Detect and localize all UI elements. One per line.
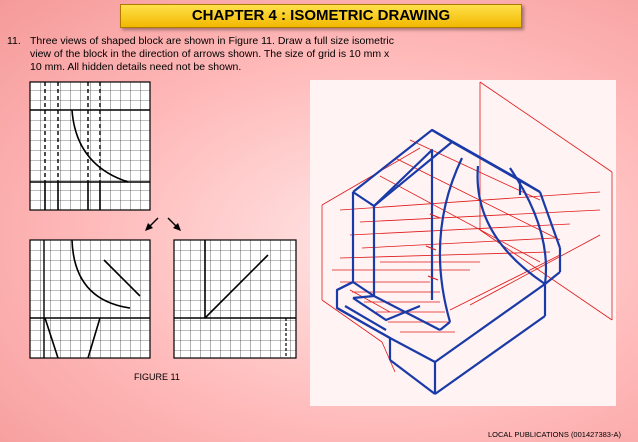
question-text: Three views of shaped block are shown in Figure 11. Draw a full size isometric view of the block in the direction of arrows shown. The size of grid is 10 mm x 10 mm. All hidden details need not be shown. xyxy=(30,35,394,73)
view-direction-arrow-left xyxy=(145,218,158,231)
front-view-grid xyxy=(30,240,150,358)
side-view-grid xyxy=(174,240,296,358)
question-number: 11. xyxy=(7,35,21,47)
isometric-construction-lines xyxy=(322,82,612,372)
view-direction-arrow-right xyxy=(168,218,181,231)
top-view-grid xyxy=(30,82,150,210)
publisher-footer: LOCAL PUBLICATIONS (001427383-A) xyxy=(488,430,621,439)
figure-label: FIGURE 11 xyxy=(134,372,180,382)
chapter-title: CHAPTER 4 : ISOMETRIC DRAWING xyxy=(120,4,522,28)
